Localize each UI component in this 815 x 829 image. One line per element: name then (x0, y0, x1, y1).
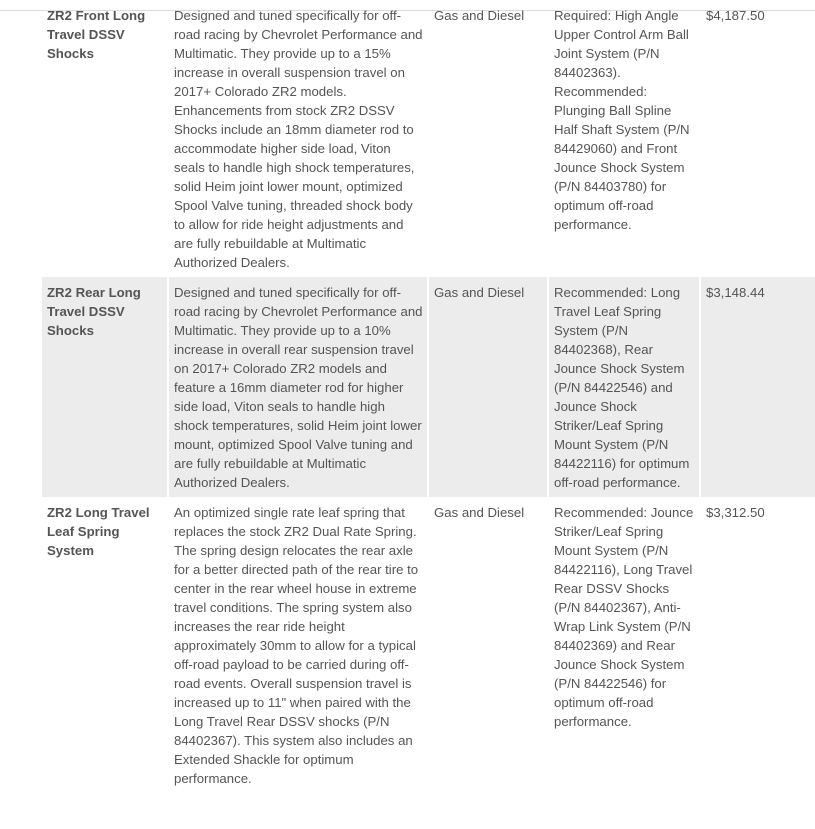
requirements-cell: Recommended: Jounce Striker/Leaf Spring Mount System (P/N 84422116), Long Travel Rear DSSV Shocks (P/N 84402367), Anti-Wrap Link System (P/N 84402369) and Rear Jounce Shock System (P/N 84422546) for optimum off-road performance. (554, 505, 694, 729)
part-name-cell: ZR2 Front Long Travel DSSV Shocks (47, 8, 146, 61)
part-name-cell: ZR2 Rear Long Travel DSSV Shocks (42, 277, 167, 497)
parts-table (40, 0, 815, 793)
fuel-type-cell: Gas and Diesel (429, 277, 547, 497)
fuel-type-cell: Gas and Diesel (434, 8, 525, 23)
requirements-cell: Required: High Angle Upper Control Arm Ball Joint System (P/N 84402363). Recommended: Plunging Ball Spline Half Shaft System (P/N 84429060) and Front Jounce Shock System (P/N 84403780) for optimum off-road performance. (554, 8, 690, 232)
table-row (42, 497, 815, 793)
requirements-cell: Recommended: Long Travel Leaf Spring System (P/N 84402368), Rear Jounce Shock System (P/N 84422546) and Jounce Shock Striker/Leaf Spring Mount System (P/N 84422116) for optimum off-road performance. (549, 277, 699, 497)
table-row (42, 277, 815, 497)
part-description-cell: An optimized single rate leaf spring that replaces the stock ZR2 Dual Rate Spring. The spring design relocates the rear axle for a better directed path of the rear tire to center in the rear wheel house in extreme travel conditions. The spring system also increases the rear ride height approximately 30mm to allow for a typical off-road payload to be carried during off-road events. Overall suspension travel is increased up to 11" when paired with the Long Travel Rear DSSV shocks (P/N 84402367). This system also includes an Extended Shackle for optimum performance. (174, 505, 419, 786)
price-cell: $3,148.44 (701, 277, 815, 497)
price-cell: $3,312.50 (706, 505, 765, 520)
price-cell: $4,187.50 (706, 8, 765, 23)
part-name-cell: ZR2 Long Travel Leaf Spring System (47, 505, 150, 558)
table-row (42, 0, 815, 277)
fuel-type-cell: Gas and Diesel (434, 505, 525, 520)
part-description-cell: Designed and tuned specifically for off-road racing by Chevrolet Performance and Multimatic. They provide up to a 15% increase in overall suspension travel on 2017+ Colorado ZR2 models. Enhancements from stock ZR2 DSSV Shocks include an 18mm diameter rod to accommodate higher side load, Viton seals to handle high shock temperatures, solid Heim joint lower mount, optimized Spool Valve tuning, threaded shock body to allow for ride height adjustments and are fully rebuildable at Multimatic Authorized Dealers. (174, 8, 423, 270)
part-description-cell: Designed and tuned specifically for off-road racing by Chevrolet Performance and Multimatic. They provide up to a 10% increase in overall rear suspension travel on 2017+ Colorado ZR2 models and feature a 16mm diameter rod for higher side load, Viton seals to handle high shock temperatures, solid Heim joint lower mount, optimized Spool Valve tuning and are fully rebuildable at Multimatic Authorized Dealers. (169, 277, 427, 497)
